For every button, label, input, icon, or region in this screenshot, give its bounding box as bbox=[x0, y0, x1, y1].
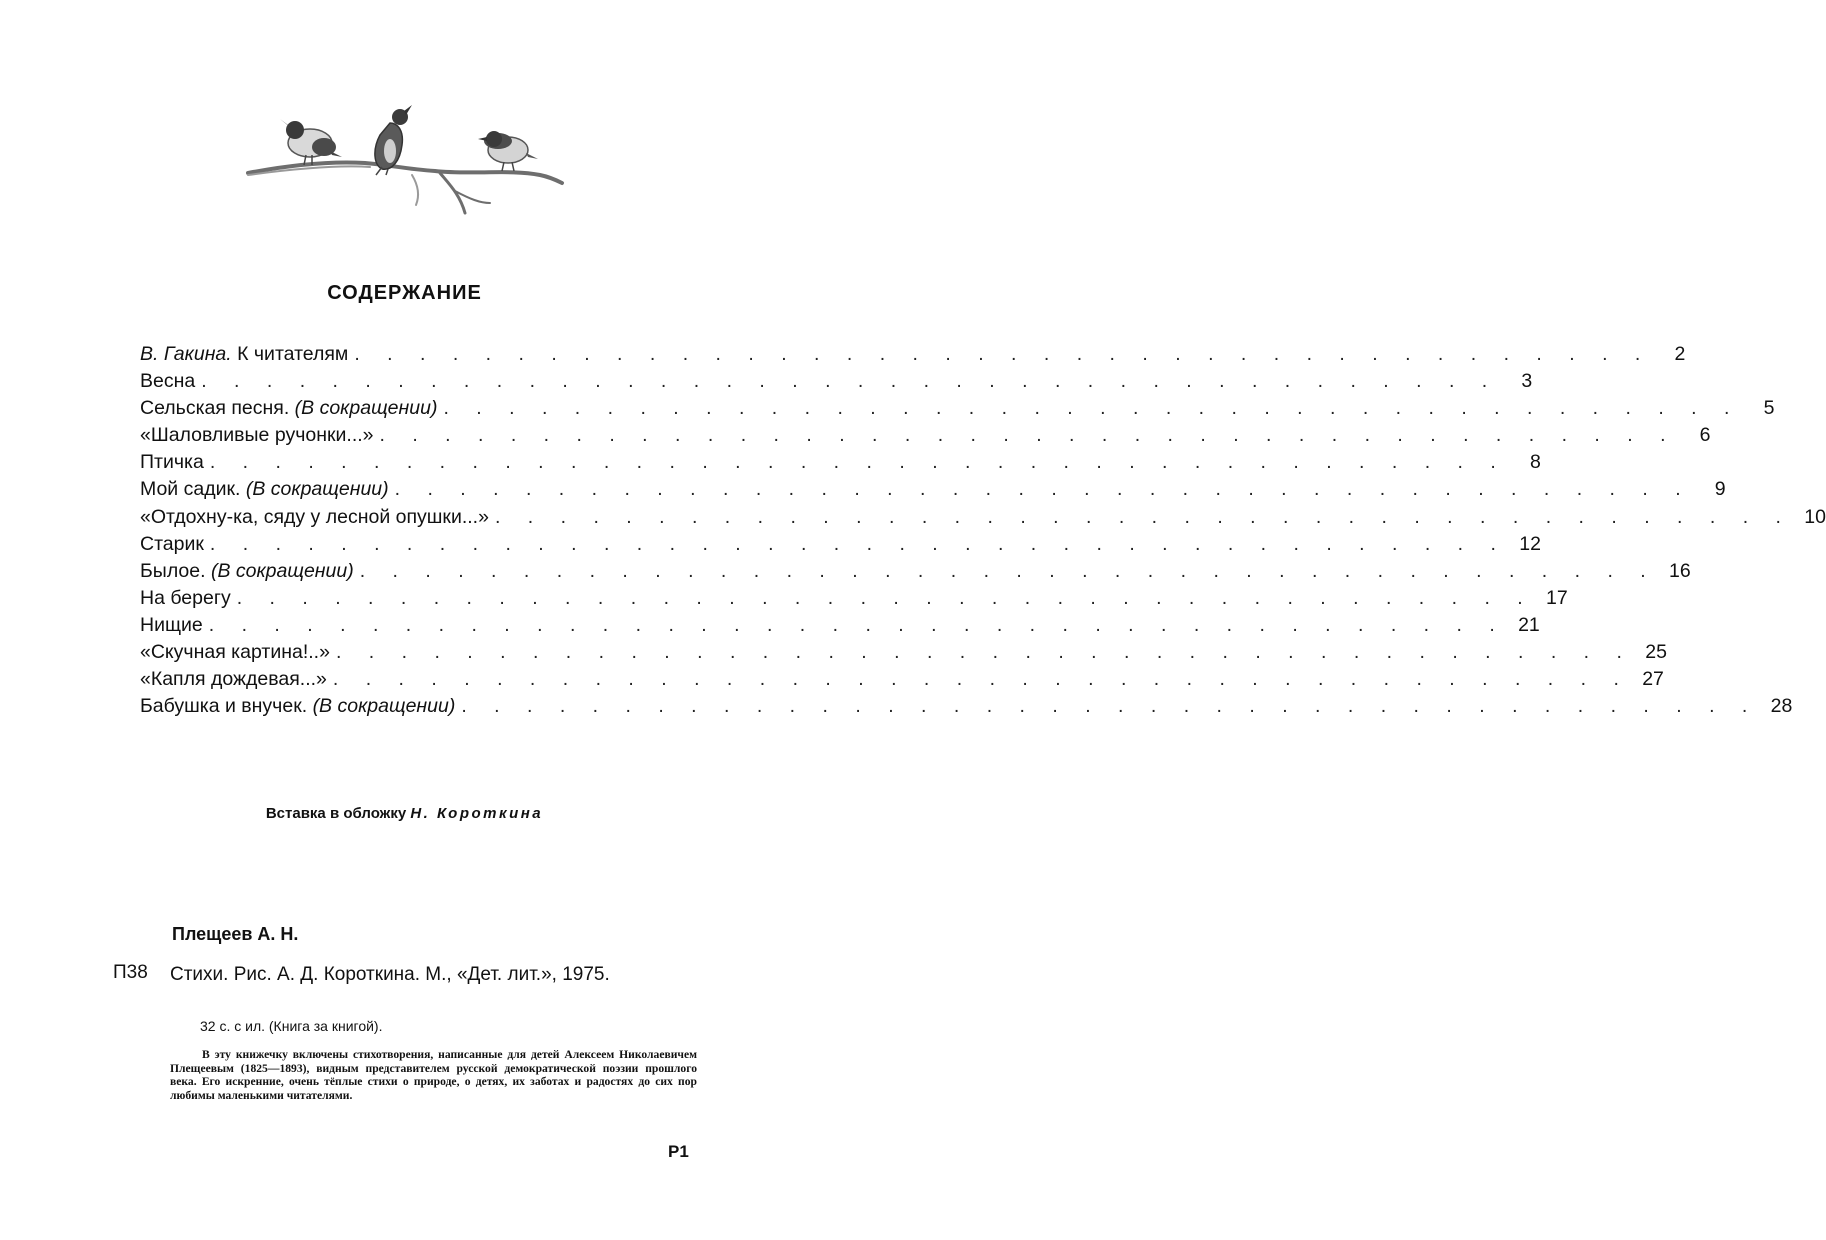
cover-insert-credit bbox=[0, 805, 809, 822]
toc-entry[interactable] bbox=[140, 695, 1793, 722]
toc-entry-page: 12 bbox=[1519, 532, 1541, 555]
toc-entry-page: 6 bbox=[1699, 424, 1711, 447]
toc-entry[interactable] bbox=[140, 641, 1667, 668]
toc-entry-note: (В сокращении) bbox=[294, 397, 438, 420]
toc-entry-title: «Капля дождевая...» bbox=[140, 668, 327, 691]
toc-entry[interactable] bbox=[140, 397, 1775, 424]
leader-dots: . . . . . . . . . . . . . . . . . . . . . . . . . . . . . . . . . . . . . . . . bbox=[209, 451, 1507, 474]
cover-insert-label: Вставка в обложку bbox=[265, 805, 407, 822]
toc-entry-page: 3 bbox=[1521, 370, 1533, 393]
toc-entry-page: 8 bbox=[1529, 451, 1541, 474]
catalog-bbk-index: Р1 bbox=[668, 1142, 689, 1161]
toc-entry[interactable] bbox=[140, 343, 1686, 370]
catalog-description: Стихи. Рис. А. Д. Короткина. М., «Дет. лит.», 1975. bbox=[170, 964, 610, 985]
toc-entry[interactable] bbox=[140, 586, 1568, 614]
toc-entry[interactable] bbox=[140, 668, 1664, 695]
leader-dots: . . . . . . . . . . . . . . . . . . . . . . . . . . . . . . . . . . . . . . . . bbox=[443, 397, 1741, 420]
bird-middle-icon bbox=[375, 105, 412, 175]
toc-entry[interactable] bbox=[140, 613, 1540, 641]
toc-entry-title: Старик bbox=[140, 532, 204, 555]
catalog-code: П38 bbox=[113, 962, 148, 983]
toc-entry-title: Сельская песня. bbox=[140, 397, 290, 420]
toc-entry-note: (В сокращении) bbox=[245, 478, 389, 501]
toc-entry[interactable] bbox=[140, 559, 1691, 587]
leader-dots: . . . . . . . . . . . . . . . . . . . . . . . . . . . . . . . . . . . . . . . . bbox=[359, 559, 1657, 582]
birds-on-branch-illustration bbox=[240, 95, 570, 225]
toc-entry-title: Мой садик. bbox=[140, 478, 241, 501]
toc-entry-page: 2 bbox=[1674, 343, 1686, 365]
bird-left-icon bbox=[280, 119, 342, 165]
toc-entry-title: «Шаловливые ручонки...» bbox=[140, 424, 374, 447]
toc-entry-page: 5 bbox=[1763, 397, 1775, 420]
toc-entry-page: 25 bbox=[1645, 641, 1667, 664]
toc-entry-title: Нищие bbox=[140, 613, 203, 636]
contents-title: СОДЕРЖАНИЕ bbox=[327, 282, 482, 304]
toc-entry-title: «Скучная картина!..» bbox=[140, 641, 330, 664]
toc-entry-page: 27 bbox=[1642, 668, 1664, 691]
catalog-author: Плещеев А. Н. bbox=[172, 924, 299, 944]
leader-dots: . . . . . . . . . . . . . . . . . . . . . . . . . . . . . . . . . . . . . . . . bbox=[236, 586, 1534, 609]
toc-entry[interactable] bbox=[140, 532, 1541, 560]
toc-entry-title: Былое. bbox=[140, 559, 206, 582]
toc-entry-title: К читателям bbox=[237, 343, 349, 365]
toc-entry-page: 17 bbox=[1546, 586, 1568, 609]
toc-entry-page: 10 bbox=[1804, 505, 1826, 528]
toc-entry-title: Весна bbox=[140, 370, 196, 393]
leader-dots: . . . . . . . . . . . . . . . . . . . . . . . . . . . . . . . . . . . . . . . . bbox=[379, 424, 1677, 447]
leader-dots: . . . . . . . . . . . . . . . . . . . . . . . . . . . . . . . . . . . . . . . . bbox=[494, 505, 1792, 528]
toc-entry[interactable] bbox=[140, 424, 1711, 451]
bird-right-icon bbox=[478, 131, 538, 171]
toc-entry[interactable] bbox=[140, 370, 1533, 397]
catalog-annotation: В эту книжечку включены стихотворения, написанные для детей Алексеем Николаевичем Плещеевым (1825—1893), видным представителем русской демократической поэзии прошлого века. Его искренние, очень тёплые стихи о природе, о детях, их заботах и радостях до сих пор любимы маленькими читателями. bbox=[170, 1048, 697, 1102]
leader-dots: . . . . . . . . . . . . . . . . . . . . . . . . . . . . . . . . . . . . . . . . bbox=[394, 478, 1692, 501]
toc-entry-title: Бабушка и внучек. bbox=[140, 695, 308, 718]
cover-insert-illustrator: Н. Короткина bbox=[410, 805, 544, 822]
toc-entry-title: «Отдохну-ка, сяду у лесной опушки...» bbox=[140, 505, 489, 528]
leader-dots: . . . . . . . . . . . . . . . . . . . . . . . . . . . . . . . . . . . . . . . . bbox=[209, 532, 1507, 555]
leader-dots: . . . . . . . . . . . . . . . . . . . . . . . . . . . . . . . . . . . . . . . . bbox=[354, 343, 1652, 365]
toc-entry-note: (В сокращении) bbox=[312, 695, 456, 718]
catalog-pages: 32 с. с ил. (Книга за книгой). bbox=[200, 1018, 383, 1034]
toc-entry-page: 28 bbox=[1770, 695, 1793, 718]
toc-entry[interactable] bbox=[140, 451, 1541, 478]
table-of-contents bbox=[140, 343, 1826, 722]
toc-entry[interactable] bbox=[140, 478, 1726, 505]
leader-dots: . . . . . . . . . . . . . . . . . . . . . . . . . . . . . . . . . . . . . . . . bbox=[201, 370, 1499, 393]
leader-dots: . . . . . . . . . . . . . . . . . . . . . . . . . . . . . . . . . . . . . . . . bbox=[332, 668, 1630, 691]
leader-dots: . . . . . . . . . . . . . . . . . . . . . . . . . . . . . . . . . . . . . . . . bbox=[208, 613, 1506, 636]
toc-entry-page: 16 bbox=[1669, 559, 1691, 582]
toc-entry-note: (В сокращении) bbox=[210, 559, 354, 582]
toc-entry-title: На берегу bbox=[140, 586, 231, 609]
toc-entry-title: Птичка bbox=[140, 451, 204, 474]
toc-entry-page: 21 bbox=[1518, 613, 1540, 636]
leader-dots: . . . . . . . . . . . . . . . . . . . . . . . . . . . . . . . . . . . . . . . . bbox=[461, 695, 1759, 718]
toc-entry[interactable] bbox=[140, 505, 1826, 533]
toc-entry-author: В. Гакина. bbox=[140, 343, 232, 365]
leader-dots: . . . . . . . . . . . . . . . . . . . . . . . . . . . . . . . . . . . . . . . . bbox=[335, 641, 1633, 664]
toc-entry-page: 9 bbox=[1714, 478, 1726, 501]
